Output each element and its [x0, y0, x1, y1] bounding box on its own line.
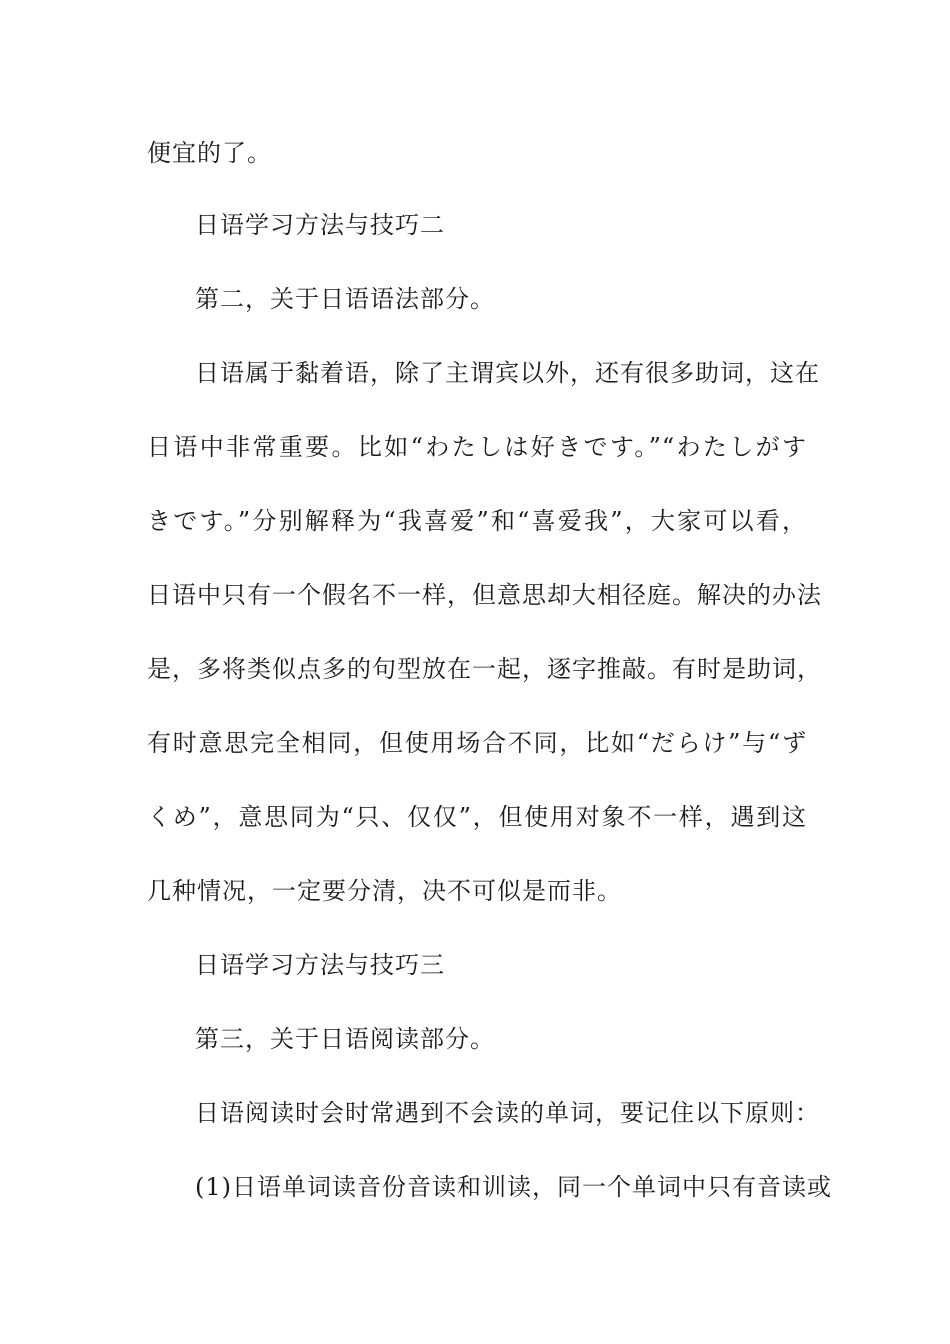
- paragraph-grammar-line-8: 几种情况，一定要分清，决不可似是而非。: [147, 877, 622, 905]
- paragraph-grammar-line-7: くめ”，意思同为“只、仅仅”，但使用对象不一样，遇到这: [147, 803, 807, 831]
- text-line-continuation: 便宜的了。: [147, 139, 272, 167]
- list-item-1: (1)日语单词读音份音读和训读，同一个单词中只有音读或: [195, 1173, 832, 1201]
- section-heading-2: 日语学习方法与技巧二: [195, 211, 445, 239]
- section-subtitle-reading: 第三，关于日语阅读部分。: [195, 1025, 495, 1053]
- paragraph-grammar-line-4: 日语中只有一个假名不一样，但意思却大相径庭。解决的办法: [147, 581, 822, 609]
- paragraph-reading-line-1: 日语阅读时会时常遇到不会读的单词，要记住以下原则：: [195, 1099, 820, 1127]
- paragraph-grammar-line-3: きです。”分别解释为“我喜爱”和“喜爱我”，大家可以看，: [147, 507, 807, 535]
- paragraph-grammar-line-6: 有时意思完全相同，但使用场合不同，比如“だらけ”与“ず: [147, 729, 807, 757]
- section-subtitle-grammar: 第二，关于日语语法部分。: [195, 285, 495, 313]
- section-heading-3: 日语学习方法与技巧三: [195, 951, 445, 979]
- paragraph-grammar-line-2: 日语中非常重要。比如“わたしは好きです。”“わたしがす: [147, 433, 807, 461]
- paragraph-grammar-line-5: 是，多将类似点多的句型放在一起，逐字推敲。有时是助词，: [147, 655, 822, 683]
- paragraph-grammar-line-1: 日语属于黏着语，除了主谓宾以外，还有很多助词，这在: [195, 359, 820, 387]
